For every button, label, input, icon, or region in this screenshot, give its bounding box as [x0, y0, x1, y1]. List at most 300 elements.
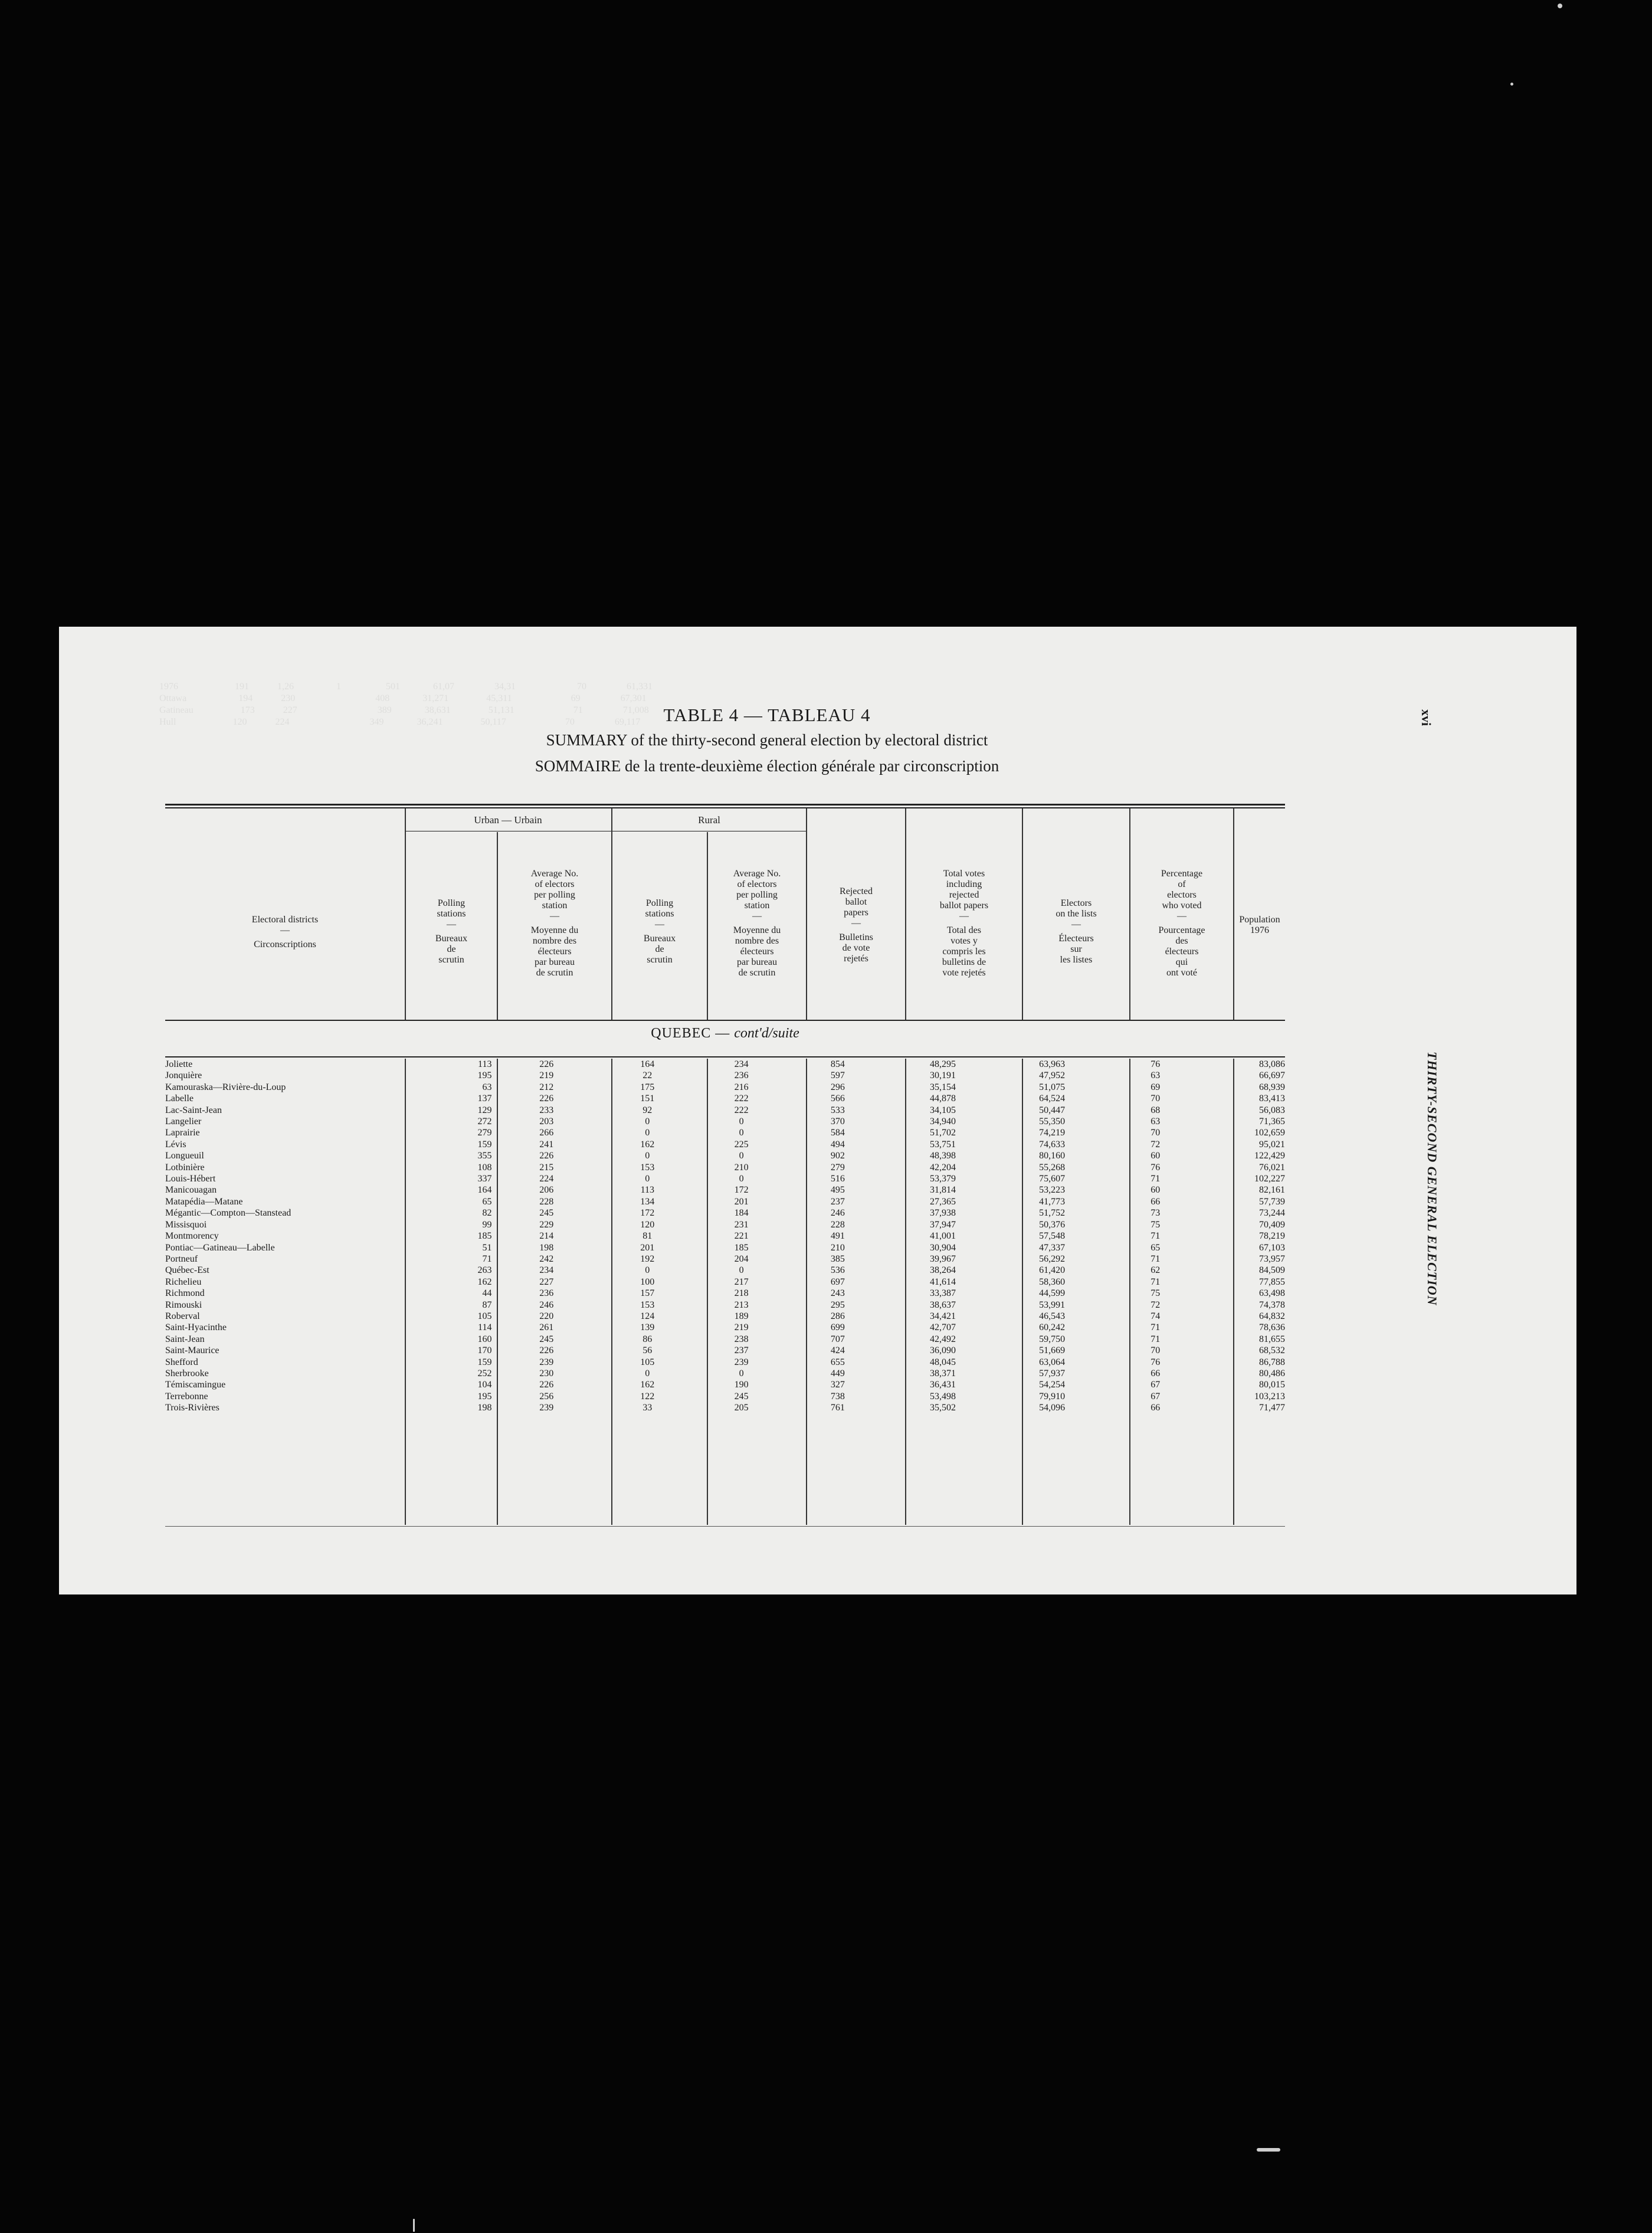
table-row	[165, 1311, 1285, 1322]
header-total-votes: Total votes including rejected ballot papers — Total des votes y compris les bulletins de vote rejetés	[939, 869, 989, 978]
table-row	[165, 1219, 1285, 1230]
district-name-cell: Laprairie	[165, 1128, 200, 1138]
urban-polling-stations-cell: 159	[477, 1139, 492, 1150]
electors-on-lists-cell: 74,219	[1039, 1128, 1066, 1138]
population-1976-cell: 57,739	[1259, 1196, 1285, 1207]
rural-average-electors-cell: 231	[734, 1219, 749, 1230]
table-row	[165, 1139, 1285, 1150]
population-1976-cell: 82,161	[1259, 1185, 1285, 1196]
rejected-ballots-cell: 370	[830, 1116, 845, 1127]
header-urban-average: Average No. of electors per polling station — Moyenne du nombre des électeurs par bureau de scrutin	[530, 869, 579, 978]
population-1976-cell: 70,409	[1259, 1219, 1285, 1230]
urban-polling-stations-cell: 129	[477, 1105, 492, 1115]
rejected-ballots-cell: 279	[830, 1162, 845, 1173]
urban-polling-stations-cell: 113	[478, 1059, 492, 1069]
electors-on-lists-cell: 59,750	[1039, 1334, 1066, 1344]
percentage-voted-cell: 75	[1150, 1219, 1161, 1230]
total-votes-cell: 31,814	[929, 1185, 956, 1196]
table-body	[165, 1059, 1285, 1414]
population-1976-cell: 63,498	[1259, 1288, 1285, 1299]
population-1976-cell: 74,378	[1259, 1299, 1285, 1310]
population-1976-cell: 76,021	[1259, 1162, 1285, 1173]
urban-average-electors-cell: 230	[539, 1368, 554, 1379]
total-votes-cell: 42,707	[929, 1322, 956, 1333]
total-votes-cell: 35,154	[929, 1082, 956, 1092]
rural-polling-stations-cell: 0	[645, 1128, 650, 1138]
total-votes-cell: 36,431	[929, 1380, 956, 1390]
urban-average-electors-cell: 239	[539, 1403, 554, 1413]
rural-polling-stations-cell: 0	[645, 1368, 650, 1379]
percentage-voted-cell: 75	[1150, 1288, 1161, 1299]
electors-on-lists-cell: 80,160	[1039, 1151, 1066, 1161]
district-name-cell: Mégantic—Compton—Stanstead	[165, 1208, 291, 1219]
rural-average-electors-cell: 225	[734, 1139, 749, 1150]
urban-average-electors-cell: 261	[539, 1322, 554, 1333]
urban-polling-stations-cell: 63	[482, 1082, 492, 1092]
total-votes-cell: 48,045	[929, 1357, 956, 1367]
electors-on-lists-cell: 57,548	[1039, 1231, 1066, 1242]
district-name-cell: Labelle	[165, 1093, 194, 1104]
total-votes-cell: 42,492	[929, 1334, 956, 1344]
electors-on-lists-cell: 56,292	[1039, 1253, 1066, 1264]
table-bottom-rule	[165, 1526, 1285, 1527]
population-1976-cell: 77,855	[1259, 1276, 1285, 1287]
district-name-cell: Matapédia—Matane	[165, 1196, 243, 1207]
urban-average-electors-cell: 239	[539, 1357, 554, 1367]
rural-polling-stations-cell: 56	[643, 1345, 653, 1356]
total-votes-cell: 30,191	[929, 1070, 956, 1081]
percentage-voted-cell: 72	[1150, 1139, 1161, 1150]
table-row	[165, 1105, 1285, 1116]
electors-on-lists-cell: 60,242	[1039, 1322, 1066, 1333]
urban-average-electors-cell: 234	[539, 1265, 554, 1276]
rural-average-electors-cell: 0	[739, 1368, 744, 1379]
rejected-ballots-cell: 536	[830, 1265, 845, 1276]
urban-polling-stations-cell: 105	[477, 1311, 492, 1321]
header-top-rule	[165, 804, 1285, 806]
percentage-voted-cell: 73	[1150, 1208, 1161, 1219]
urban-average-electors-cell: 212	[539, 1082, 554, 1092]
rural-average-electors-cell: 217	[734, 1276, 749, 1287]
rural-polling-stations-cell: 162	[640, 1139, 655, 1150]
table-row	[165, 1116, 1285, 1127]
rejected-ballots-cell: 286	[830, 1311, 845, 1321]
percentage-voted-cell: 71	[1150, 1174, 1161, 1184]
rejected-ballots-cell: 246	[830, 1208, 845, 1219]
rural-polling-stations-cell: 33	[643, 1403, 653, 1413]
table-row	[165, 1127, 1285, 1138]
header-rural-average: Average No. of electors per polling station — Moyenne du nombre des électeurs par bureau de scrutin	[733, 869, 781, 978]
rejected-ballots-cell: 697	[830, 1276, 845, 1287]
table-title-block	[389, 703, 1145, 779]
rural-polling-stations-cell: 86	[643, 1334, 653, 1344]
total-votes-cell: 38,371	[929, 1368, 956, 1379]
table-row	[165, 1082, 1285, 1093]
urban-polling-stations-cell: 252	[477, 1368, 492, 1379]
electors-on-lists-cell: 51,075	[1039, 1082, 1066, 1092]
table-row	[165, 1322, 1285, 1333]
electors-on-lists-cell: 55,268	[1039, 1162, 1066, 1173]
table-row	[165, 1299, 1285, 1311]
total-votes-cell: 33,387	[929, 1288, 956, 1299]
population-1976-cell: 95,021	[1259, 1139, 1285, 1150]
rural-polling-stations-cell: 164	[640, 1059, 655, 1069]
rejected-ballots-cell: 327	[830, 1380, 845, 1390]
rejected-ballots-cell: 761	[830, 1403, 845, 1413]
rejected-ballots-cell: 228	[830, 1219, 845, 1230]
table-row	[165, 1345, 1285, 1356]
table-row	[165, 1357, 1285, 1368]
urban-average-electors-cell: 219	[539, 1070, 554, 1081]
rural-average-electors-cell: 172	[734, 1185, 749, 1196]
urban-polling-stations-cell: 195	[477, 1070, 492, 1081]
population-1976-cell: 56,083	[1259, 1105, 1285, 1115]
percentage-voted-cell: 66	[1150, 1368, 1161, 1379]
urban-average-electors-cell: 226	[539, 1151, 554, 1161]
scan-speck	[1510, 83, 1513, 86]
urban-average-electors-cell: 236	[539, 1288, 554, 1299]
total-votes-cell: 53,379	[929, 1174, 956, 1184]
table-row	[165, 1402, 1285, 1413]
rejected-ballots-cell: 854	[830, 1059, 845, 1069]
urban-polling-stations-cell: 279	[477, 1128, 492, 1138]
total-votes-cell: 37,947	[929, 1219, 956, 1230]
population-1976-cell: 80,486	[1259, 1368, 1285, 1379]
electors-on-lists-cell: 53,991	[1039, 1299, 1066, 1310]
rejected-ballots-cell: 449	[830, 1368, 845, 1379]
population-1976-cell: 68,939	[1259, 1082, 1285, 1092]
population-1976-cell: 73,244	[1259, 1208, 1285, 1219]
scan-speck	[1558, 4, 1562, 8]
urban-polling-stations-cell: 195	[477, 1391, 492, 1402]
table-row	[165, 1391, 1285, 1402]
district-name-cell: Rimouski	[165, 1299, 202, 1310]
rural-average-electors-cell: 205	[734, 1403, 749, 1413]
rural-polling-stations-cell: 81	[643, 1231, 653, 1242]
rural-polling-stations-cell: 153	[640, 1299, 655, 1310]
urban-polling-stations-cell: 272	[477, 1116, 492, 1127]
urban-polling-stations-cell: 65	[482, 1196, 492, 1207]
percentage-voted-cell: 76	[1150, 1059, 1161, 1069]
rural-average-electors-cell: 0	[739, 1174, 744, 1184]
percentage-voted-cell: 63	[1150, 1070, 1161, 1081]
rejected-ballots-cell: 237	[830, 1196, 845, 1207]
table-row	[165, 1070, 1285, 1081]
rural-polling-stations-cell: 92	[643, 1105, 653, 1115]
population-1976-cell: 66,697	[1259, 1070, 1285, 1081]
urban-average-electors-cell: 228	[539, 1196, 554, 1207]
district-name-cell: Longueuil	[165, 1151, 204, 1161]
scan-speck	[413, 2219, 415, 2232]
total-votes-cell: 37,938	[929, 1208, 956, 1219]
title-english: SUMMARY of the thirty-second general election by electoral district	[546, 731, 988, 749]
population-1976-cell: 83,413	[1259, 1093, 1285, 1104]
total-votes-cell: 34,421	[929, 1311, 956, 1321]
group-header-urban: Urban — Urbain	[474, 814, 542, 826]
header-population: Population 1976	[1239, 915, 1280, 935]
district-name-cell: Saint-Hyacinthe	[165, 1322, 227, 1333]
electors-on-lists-cell: 51,669	[1039, 1345, 1066, 1356]
scan-speck	[1257, 2148, 1280, 2152]
district-name-cell: Louis-Hébert	[165, 1174, 216, 1184]
percentage-voted-cell: 62	[1150, 1265, 1161, 1276]
percentage-voted-cell: 60	[1150, 1151, 1161, 1161]
header-electors-on-lists: Electors on the lists — Électeurs sur les listes	[1056, 898, 1097, 965]
title-french: SOMMAIRE de la trente-deuxième élection générale par circonscription	[535, 757, 999, 775]
rural-polling-stations-cell: 134	[640, 1196, 655, 1207]
rural-polling-stations-cell: 113	[640, 1185, 654, 1196]
percentage-voted-cell: 70	[1150, 1128, 1161, 1138]
population-1976-cell: 81,655	[1259, 1334, 1285, 1344]
population-1976-cell: 86,788	[1259, 1357, 1285, 1367]
rural-polling-stations-cell: 157	[640, 1288, 655, 1299]
rural-polling-stations-cell: 120	[640, 1219, 655, 1230]
district-name-cell: Missisquoi	[165, 1219, 207, 1230]
electors-on-lists-cell: 50,376	[1039, 1219, 1066, 1230]
section-bottom-rule	[165, 1056, 1285, 1057]
urban-polling-stations-cell: 104	[477, 1380, 492, 1390]
district-name-cell: Shefford	[165, 1357, 198, 1367]
percentage-voted-cell: 76	[1150, 1357, 1161, 1367]
rural-average-electors-cell: 239	[734, 1357, 749, 1367]
total-votes-cell: 41,001	[929, 1231, 956, 1242]
table-row	[165, 1242, 1285, 1253]
population-1976-cell: 71,477	[1259, 1403, 1285, 1413]
electors-on-lists-cell: 54,096	[1039, 1403, 1066, 1413]
rural-polling-stations-cell: 172	[640, 1208, 655, 1219]
population-1976-cell: 80,015	[1259, 1380, 1285, 1390]
table-row	[165, 1150, 1285, 1161]
table-row	[165, 1288, 1285, 1299]
group-header-rural: Rural	[698, 814, 720, 826]
table-row	[165, 1173, 1285, 1184]
electors-on-lists-cell: 79,910	[1039, 1391, 1066, 1402]
table-row	[165, 1265, 1285, 1276]
population-1976-cell: 78,636	[1259, 1322, 1285, 1333]
electors-on-lists-cell: 47,952	[1039, 1070, 1066, 1081]
rural-average-electors-cell: 218	[734, 1288, 749, 1299]
rural-average-electors-cell: 221	[734, 1231, 749, 1242]
total-votes-cell: 48,398	[929, 1151, 956, 1161]
total-votes-cell: 30,904	[929, 1242, 956, 1253]
rural-polling-stations-cell: 0	[645, 1265, 650, 1276]
percentage-voted-cell: 69	[1150, 1082, 1161, 1092]
district-name-cell: Roberval	[165, 1311, 200, 1321]
district-name-cell: Sherbrooke	[165, 1368, 209, 1379]
population-1976-cell: 73,957	[1259, 1253, 1285, 1264]
district-name-cell: Richelieu	[165, 1276, 202, 1287]
population-1976-cell: 102,659	[1254, 1128, 1285, 1138]
table-row	[165, 1334, 1285, 1345]
urban-average-electors-cell: 220	[539, 1311, 554, 1321]
electors-on-lists-cell: 74,633	[1039, 1139, 1066, 1150]
rural-average-electors-cell: 184	[734, 1208, 749, 1219]
electors-on-lists-cell: 44,599	[1039, 1288, 1066, 1299]
table-row	[165, 1253, 1285, 1265]
total-votes-cell: 41,614	[929, 1276, 956, 1287]
rural-average-electors-cell: 189	[734, 1311, 749, 1321]
rural-average-electors-cell: 234	[734, 1059, 749, 1069]
rural-polling-stations-cell: 124	[640, 1311, 655, 1321]
total-votes-cell: 38,637	[929, 1299, 956, 1310]
rural-polling-stations-cell: 122	[640, 1391, 655, 1402]
urban-polling-stations-cell: 164	[477, 1185, 492, 1196]
total-votes-cell: 35,502	[929, 1403, 956, 1413]
urban-average-electors-cell: 266	[539, 1128, 554, 1138]
rural-polling-stations-cell: 139	[640, 1322, 655, 1333]
urban-average-electors-cell: 203	[539, 1116, 554, 1127]
district-name-cell: Québec-Est	[165, 1265, 209, 1276]
percentage-voted-cell: 71	[1150, 1231, 1161, 1242]
table-row	[165, 1230, 1285, 1242]
urban-average-electors-cell: 226	[539, 1059, 554, 1069]
header-bottom-rule	[165, 1020, 1285, 1021]
rejected-ballots-cell: 533	[830, 1105, 845, 1115]
electors-on-lists-cell: 57,937	[1039, 1368, 1066, 1379]
district-name-cell: Pontiac—Gatineau—Labelle	[165, 1242, 275, 1253]
district-name-cell: Langelier	[165, 1116, 202, 1127]
district-name-cell: Kamouraska—Rivière-du-Loup	[165, 1082, 286, 1092]
total-votes-cell: 51,702	[929, 1128, 956, 1138]
urban-average-electors-cell: 245	[539, 1334, 554, 1344]
rural-average-electors-cell: 204	[734, 1253, 749, 1264]
rejected-ballots-cell: 243	[830, 1288, 845, 1299]
urban-average-electors-cell: 256	[539, 1391, 554, 1402]
rural-average-electors-cell: 0	[739, 1128, 744, 1138]
document-page	[59, 627, 1576, 1594]
urban-polling-stations-cell: 170	[477, 1345, 492, 1356]
header-percentage-voted: Percentage of electors who voted — Pourcentage des électeurs qui ont voté	[1158, 869, 1205, 978]
rejected-ballots-cell: 210	[830, 1242, 845, 1253]
rural-polling-stations-cell: 105	[640, 1357, 655, 1367]
percentage-voted-cell: 66	[1150, 1196, 1161, 1207]
urban-average-electors-cell: 226	[539, 1380, 554, 1390]
rejected-ballots-cell: 296	[830, 1082, 845, 1092]
urban-polling-stations-cell: 108	[477, 1162, 492, 1173]
total-votes-cell: 27,365	[929, 1196, 956, 1207]
page-number: xvi	[1419, 709, 1434, 726]
electors-on-lists-cell: 50,447	[1039, 1105, 1066, 1115]
rejected-ballots-cell: 516	[830, 1174, 845, 1184]
percentage-voted-cell: 67	[1150, 1391, 1161, 1402]
district-name-cell: Manicouagan	[165, 1185, 217, 1196]
percentage-voted-cell: 71	[1150, 1322, 1161, 1333]
district-name-cell: Saint-Maurice	[165, 1345, 219, 1356]
show-through-text: 1976 191 1,26 1 501 61,07 34,31 70 61,331 Ottawa 194 230 408 31,271 45,311 69 67,301 Gatineau 173 227 389 38,631 51,131 71 71,008 Hull 120 224 349 36,241 50,117 70 69,117	[159, 682, 653, 727]
urban-average-electors-cell: 198	[539, 1242, 554, 1253]
rejected-ballots-cell: 655	[830, 1357, 845, 1367]
rejected-ballots-cell: 584	[830, 1128, 845, 1138]
rural-polling-stations-cell: 162	[640, 1380, 655, 1390]
percentage-voted-cell: 71	[1150, 1253, 1161, 1264]
rural-average-electors-cell: 238	[734, 1334, 749, 1344]
section-label: QUEBEC — cont'd/suite	[651, 1026, 799, 1041]
urban-average-electors-cell: 242	[539, 1253, 554, 1264]
rural-average-electors-cell: 237	[734, 1345, 749, 1356]
population-1976-cell: 64,832	[1259, 1311, 1285, 1321]
percentage-voted-cell: 60	[1150, 1185, 1161, 1196]
urban-average-electors-cell: 245	[539, 1208, 554, 1219]
running-head: THIRTY-SECOND GENERAL ELECTION	[1425, 1052, 1440, 1306]
rural-average-electors-cell: 210	[734, 1162, 749, 1173]
table-row	[165, 1093, 1285, 1104]
district-name-cell: Lotbinière	[165, 1162, 205, 1173]
electors-on-lists-cell: 41,773	[1039, 1196, 1066, 1207]
table-row	[165, 1379, 1285, 1390]
percentage-voted-cell: 76	[1150, 1162, 1161, 1173]
electors-on-lists-cell: 63,064	[1039, 1357, 1066, 1367]
rural-polling-stations-cell: 0	[645, 1116, 650, 1127]
header-top-rule-2	[165, 807, 1285, 808]
header-rural-polling-stations: Polling stations — Bureaux de scrutin	[643, 898, 676, 965]
rural-average-electors-cell: 0	[739, 1116, 744, 1127]
district-name-cell: Trois-Rivières	[165, 1403, 219, 1413]
percentage-voted-cell: 66	[1150, 1403, 1161, 1413]
table-row	[165, 1184, 1285, 1196]
district-name-cell: Lac-Saint-Jean	[165, 1105, 222, 1115]
electors-on-lists-cell: 63,963	[1039, 1059, 1066, 1069]
rural-polling-stations-cell: 22	[643, 1070, 653, 1081]
header-electoral-districts: Electoral districts — Circonscriptions	[251, 915, 319, 949]
population-1976-cell: 84,509	[1259, 1265, 1285, 1276]
rural-average-electors-cell: 236	[734, 1070, 749, 1081]
rural-polling-stations-cell: 201	[640, 1242, 655, 1253]
urban-polling-stations-cell: 198	[477, 1403, 492, 1413]
electors-on-lists-cell: 75,607	[1039, 1174, 1066, 1184]
urban-average-electors-cell: 246	[539, 1299, 554, 1310]
rural-polling-stations-cell: 192	[640, 1253, 655, 1264]
urban-polling-stations-cell: 185	[477, 1231, 492, 1242]
percentage-voted-cell: 71	[1150, 1276, 1161, 1287]
total-votes-cell: 53,498	[929, 1391, 956, 1402]
population-1976-cell: 68,532	[1259, 1345, 1285, 1356]
rural-average-electors-cell: 222	[734, 1105, 749, 1115]
total-votes-cell: 42,204	[929, 1162, 956, 1173]
population-1976-cell: 102,227	[1254, 1174, 1285, 1184]
table-number: TABLE 4 — TABLEAU 4	[663, 705, 871, 725]
urban-polling-stations-cell: 114	[478, 1322, 492, 1333]
urban-average-electors-cell: 233	[539, 1105, 554, 1115]
rural-average-electors-cell: 201	[734, 1196, 749, 1207]
rural-polling-stations-cell: 153	[640, 1162, 655, 1173]
urban-polling-stations-cell: 159	[477, 1357, 492, 1367]
rural-polling-stations-cell: 100	[640, 1276, 655, 1287]
urban-polling-stations-cell: 51	[482, 1242, 492, 1253]
population-1976-cell: 122,429	[1254, 1151, 1285, 1161]
rejected-ballots-cell: 385	[830, 1253, 845, 1264]
rural-average-electors-cell: 185	[734, 1242, 749, 1253]
electors-on-lists-cell: 61,420	[1039, 1265, 1066, 1276]
table-row	[165, 1207, 1285, 1219]
urban-average-electors-cell: 215	[539, 1162, 554, 1173]
rural-average-electors-cell: 0	[739, 1151, 744, 1161]
percentage-voted-cell: 74	[1150, 1311, 1161, 1321]
rural-average-electors-cell: 216	[734, 1082, 749, 1092]
rejected-ballots-cell: 699	[830, 1322, 845, 1333]
rural-average-electors-cell: 245	[734, 1391, 749, 1402]
district-name-cell: Témiscamingue	[165, 1380, 226, 1390]
urban-average-electors-cell: 227	[539, 1276, 554, 1287]
rural-polling-stations-cell: 0	[645, 1151, 650, 1161]
rejected-ballots-cell: 566	[830, 1093, 845, 1104]
total-votes-cell: 36,090	[929, 1345, 956, 1356]
total-votes-cell: 39,967	[929, 1253, 956, 1264]
rejected-ballots-cell: 424	[830, 1345, 845, 1356]
rejected-ballots-cell: 495	[830, 1185, 845, 1196]
district-name-cell: Lévis	[165, 1139, 186, 1150]
population-1976-cell: 103,213	[1254, 1391, 1285, 1402]
electors-on-lists-cell: 55,350	[1039, 1116, 1066, 1127]
